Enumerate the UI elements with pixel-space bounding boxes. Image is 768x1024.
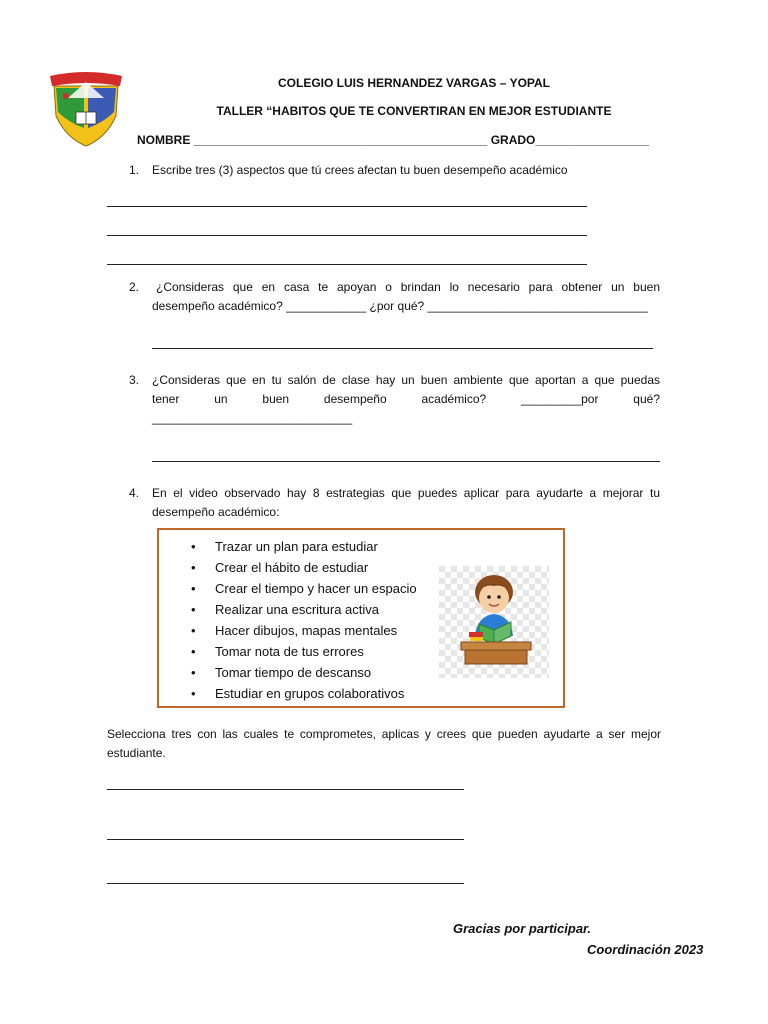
list-item: • Tomar tiempo de descanso — [187, 662, 417, 683]
student-reading-icon — [439, 566, 549, 678]
question-2-line-2: desempeño académico? ____________ ¿por qué? _________________________________ — [152, 299, 648, 313]
question-4-line-1: En el video observado hay 8 estrategias que puedes aplicar para ayudarte a mejorar tu — [152, 486, 660, 500]
question-2-line-1: ¿Consideras que en casa te apoyan o brindan lo necesario para obtener un buen — [156, 280, 660, 294]
select-instruction-line-2: estudiante. — [107, 746, 166, 760]
select-instruction-line-1: Selecciona tres con las cuales te comprometes, aplicas y crees que pueden ayudarte a ser mejor — [107, 727, 661, 741]
list-item: • Tomar nota de tus errores — [187, 641, 417, 662]
answer-line-4a[interactable] — [107, 789, 464, 790]
question-3-number: 3. — [129, 373, 140, 387]
grade-field[interactable]: _________________ — [535, 133, 649, 147]
question-4-number: 4. — [129, 486, 140, 500]
bullet-icon: • — [191, 602, 196, 617]
list-item: • Estudiar en grupos colaborativos — [187, 683, 417, 704]
bullet-icon: • — [191, 623, 196, 638]
answer-line-4c[interactable] — [107, 883, 464, 884]
bullet-icon: • — [191, 581, 196, 596]
strategies-list — [187, 536, 417, 704]
list-item: • Realizar una escritura activa — [187, 599, 417, 620]
name-grade-row — [137, 131, 649, 150]
bullet-icon: • — [191, 560, 196, 575]
list-item: • Crear el hábito de estudiar — [187, 557, 417, 578]
answer-line-1b[interactable] — [107, 235, 587, 236]
answer-line-1c[interactable] — [107, 264, 587, 265]
list-item: • Crear el tiempo y hacer un espacio — [187, 578, 417, 599]
workshop-title: TALLER “HABITOS QUE TE CONVERTIRAN EN MEJOR ESTUDIANTE — [216, 104, 612, 118]
name-label: NOMBRE — [137, 133, 191, 147]
strategies-box — [157, 528, 565, 708]
question-3-line-2: tener un buen desempeño académico? _________por qué? — [152, 392, 660, 406]
question-3-line-3: ______________________________ — [152, 411, 353, 425]
question-2-number: 2. — [129, 280, 140, 294]
list-item: • Trazar un plan para estudiar — [187, 536, 417, 557]
answer-line-1a[interactable] — [107, 206, 587, 207]
answer-line-2[interactable] — [152, 348, 653, 349]
coordination-note: Coordinación 2023 — [587, 942, 704, 957]
answer-line-3[interactable] — [152, 461, 660, 462]
school-name: COLEGIO LUIS HERNANDEZ VARGAS – YOPAL — [277, 76, 551, 90]
bullet-icon: • — [191, 665, 196, 680]
question-1-text: Escribe tres (3) aspectos que tú crees afectan tu buen desempeño académico — [152, 163, 568, 177]
list-item: • Hacer dibujos, mapas mentales — [187, 620, 417, 641]
bullet-icon: • — [191, 686, 196, 701]
grade-label: GRADO — [490, 133, 536, 147]
bullet-icon: • — [191, 644, 196, 659]
question-1-number: 1. — [129, 163, 140, 177]
thanks-note: Gracias por participar. — [453, 921, 592, 936]
question-4-line-2: desempeño académico: — [152, 505, 280, 519]
bullet-icon: • — [191, 539, 196, 554]
school-shield-logo — [46, 68, 126, 148]
name-field[interactable]: ____________________________________________ — [193, 133, 488, 147]
question-3-line-1: ¿Consideras que en tu salón de clase hay un buen ambiente que aportan a que puedas — [152, 373, 660, 387]
answer-line-4b[interactable] — [107, 839, 464, 840]
